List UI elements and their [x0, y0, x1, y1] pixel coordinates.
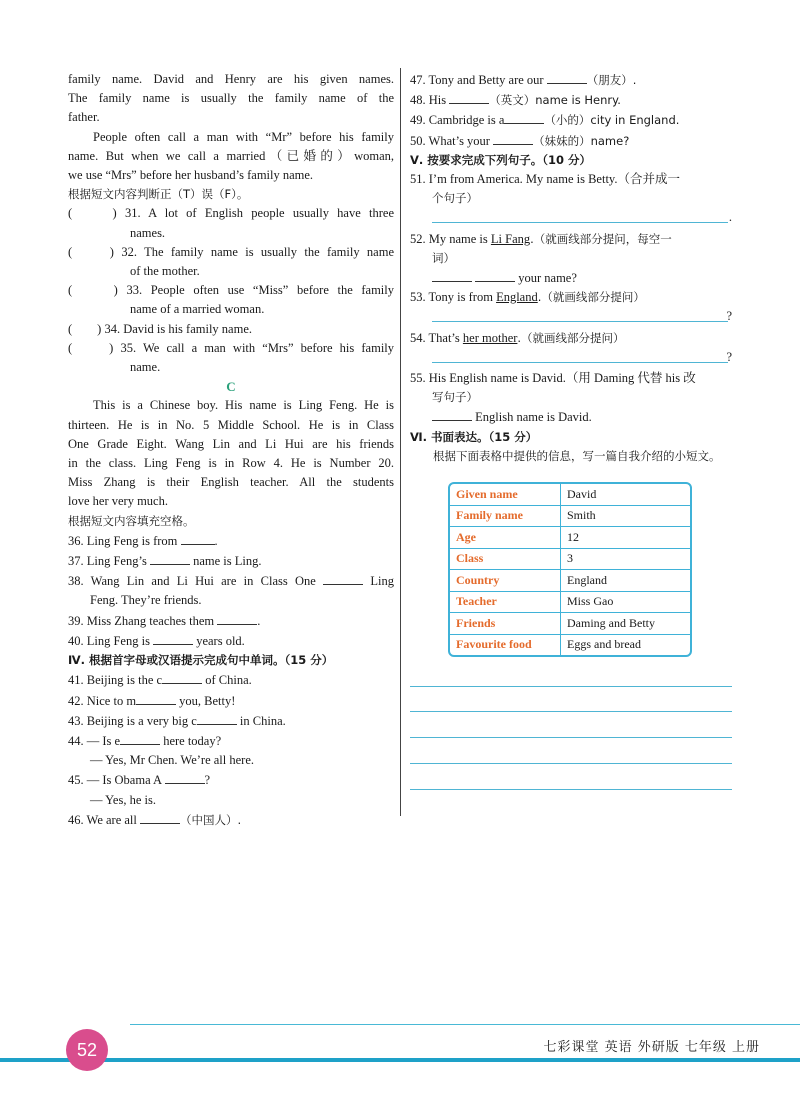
question-55: 55. His English name is David.（用 Daming 代替 his 改 [410, 371, 696, 386]
answer-blank[interactable] [162, 670, 202, 684]
table-row [450, 570, 690, 592]
question-47: 47. Tony and Betty are our （朋友）. [410, 70, 736, 90]
table-key: Given name [450, 484, 561, 506]
tf-paren[interactable]: ( ) [68, 321, 102, 336]
answer-line[interactable] [432, 307, 728, 322]
footer-band [0, 1058, 800, 1062]
answer-blank[interactable] [181, 531, 215, 545]
question-53: 53. Tony is from England.（就画线部分提问） [410, 290, 645, 305]
answer-blank[interactable] [150, 551, 190, 565]
table-row [450, 484, 690, 506]
question-45: 45. — Is Obama A ? [68, 770, 394, 790]
question-48: 48. His （英文）name is Henry. [410, 90, 736, 110]
table-value: 12 [561, 527, 690, 549]
table-key: Class [450, 549, 561, 571]
answer-blank[interactable] [197, 711, 237, 725]
left-column: family name. David and Henry are his given names. The family name is usually the family name of the father. People often call a man with “Mr” before his family name. But when we call a married（已婚的）woman, we use “Mrs” before her husband’s family name. 根据短文内容判断正（T）误（F）。 ( ) 31. A lot of English people usually have three names. ( ) 32. The family name is usually the family name of the mother. ( ) 33. People often use “Miss” before the family name of a married woman. ( ) 34. David is his family name. ( ) 35. We call a man with “Mrs” before his family name. C This is a Chinese boy. His name is Ling Feng. He is thirteen. He is in No. 5 Middle School. He is in Class One Grade Eight. Wang Lin and Li Hui are his friends in the class. Ling Feng is in Row 4. He is Number 20. Miss Zhang is their English teacher. All the students love her very much. 根据短文内容填充空格。 36. Ling Feng is from . 37. Ling Feng’s name is Ling. 38. Wang Lin and Li Hui are in Class One Ling Feng. They’re friends. 39. Miss Zhang teaches them . 40. Ling Feng is years old. Ⅳ. 根据首字母或汉语提示完成句中单词。（15 分） 41. Beijing is the c of China. 42. Nice to m you, Betty! 43. Beijing is a very big c in China. 44. — Is e here today? — Yes, Mr Chen. We’re all here. 45. — Is Obama A ? — Yes, he is. 46. We are all （中国人）. [68, 70, 394, 830]
right-column: 47. Tony and Betty are our （朋友）. 48. His （英文）name is Henry. 49. Cambridge is a （小的）city in England. 50. What’s your （妹妹的）name? Ⅴ. 按要求完成下列句子。（10 分） 51. I’m from America. My name is Betty.（合并成一 个句子） . 52. My name is Li Fang.（就画线部分提问，每空一 词） your name? 53. Tony is from England.（就画线部分提问） ? 54. That’s her mother.（就画线部分提问） ? 55. His English name is David.（用 Daming 代替 his 改 写句子） English name is David. Ⅵ. 书面表达。（15 分） 根据下面表格中提供的信息，写一篇自我介绍的小短文。 [410, 70, 736, 466]
table-value: Eggs and bread [567, 637, 641, 652]
section-4-title: Ⅳ. 根据首字母或汉语提示完成句中单词。（15 分） [68, 653, 334, 668]
tf-paren[interactable]: ( ) [68, 244, 114, 259]
table-row [450, 527, 690, 549]
table-value: David [561, 484, 690, 506]
passage-line: we use “Mrs” before her husband’s family name. [68, 168, 314, 183]
tf-item: ( ) 34. David is his family name. [68, 321, 252, 336]
tf-item: ( ) 31. A lot of English people usually have three names. [68, 206, 395, 240]
writing-line[interactable] [410, 789, 732, 790]
question-39: 39. Miss Zhang teaches them . [68, 611, 394, 631]
question-37: 37. Ling Feng’s name is Ling. [68, 551, 394, 571]
writing-line[interactable] [410, 763, 732, 764]
tf-item: ( ) 33. People often use “Miss” before the family name of a married woman. [68, 283, 395, 317]
answer-blank[interactable] [136, 691, 176, 705]
table-key: Favourite food [450, 635, 561, 656]
info-table [448, 482, 692, 657]
answer-blank[interactable] [449, 90, 489, 104]
answer-blank[interactable] [120, 731, 160, 745]
section-6-title: Ⅵ. 书面表达。（15 分） [410, 429, 538, 444]
table-row [450, 613, 690, 635]
answer-blank[interactable] [217, 611, 257, 625]
table-key: Friends [450, 613, 561, 635]
book-title: 七彩课堂 英语 外研版 七年级 上册 [543, 1040, 760, 1055]
passage-line: family name. David and Henry are his given names. [68, 72, 394, 86]
passage-line: thirteen. He is in No. 5 Middle School. He is in Class [68, 417, 394, 432]
question-38: 38. Wang Lin and Li Hui are in Class One Ling [68, 571, 394, 591]
table-value: England [561, 570, 690, 592]
answer-blank[interactable] [432, 407, 472, 421]
section-c-title: C [226, 379, 236, 395]
table-row [450, 506, 690, 528]
table-value: 3 [561, 549, 690, 571]
answer-line[interactable] [432, 208, 728, 223]
passage-line: in the class. Ling Feng is in Row 4. He is Number 20. [68, 456, 394, 471]
answer-blank[interactable] [323, 571, 363, 585]
question-40: 40. Ling Feng is years old. [68, 631, 394, 651]
table-key: Family name [450, 506, 561, 528]
question-49: 49. Cambridge is a （小的）city in England. [410, 110, 736, 130]
writing-line[interactable] [410, 686, 732, 687]
answer-blank[interactable] [432, 268, 472, 282]
section-5-title: Ⅴ. 按要求完成下列句子。（10 分） [410, 152, 592, 167]
passage-line: Miss Zhang is their English teacher. All the students [68, 475, 394, 490]
passage-line: This is a Chinese boy. His name is Ling Feng. He is [93, 398, 394, 413]
question-46: 46. We are all （中国人）. [68, 810, 394, 830]
question-54: 54. That’s her mother.（就画线部分提问） [410, 330, 625, 345]
table-key: Country [450, 570, 561, 592]
passage-line: People often call a man with “Mr” before his family [93, 129, 394, 144]
tf-item: ( ) 32. The family name is usually the family name of the mother. [68, 244, 395, 279]
section-6-instruction: 根据下面表格中提供的信息，写一篇自我介绍的小短文。 [433, 448, 721, 463]
question-51: 51. I’m from America. My name is Betty.（合并成一 [410, 172, 680, 187]
table-value: Smith [561, 506, 690, 528]
column-divider [400, 68, 401, 816]
question-42: 42. Nice to m you, Betty! [68, 691, 394, 711]
answer-blank[interactable] [493, 131, 533, 145]
question-50: 50. What’s your （妹妹的）name? [410, 131, 736, 151]
table-value: Miss Gao [561, 592, 690, 614]
passage-line: name. But when we call a married（已婚的）woman, [68, 148, 394, 163]
answer-blank[interactable] [547, 70, 587, 84]
answer-line[interactable] [432, 348, 728, 363]
answer-blank[interactable] [153, 631, 193, 645]
question-52: 52. My name is Li Fang.（就画线部分提问，每空一 [410, 231, 672, 246]
writing-line[interactable] [410, 711, 732, 712]
passage-line: father. [68, 110, 100, 125]
question-41: 41. Beijing is the c of China. [68, 670, 394, 690]
passage-line: love her very much. [68, 494, 168, 509]
answer-blank[interactable] [165, 770, 205, 784]
tf-instruction: 根据短文内容判断正（T）误（F）。 [68, 187, 249, 202]
fill-instruction: 根据短文内容填充空格。 [68, 513, 195, 528]
tf-paren[interactable]: ( ) [68, 206, 117, 221]
table-key: Age [450, 527, 561, 549]
writing-line[interactable] [410, 737, 732, 738]
table-value: Daming and Betty [561, 613, 690, 635]
tf-item: ( ) 35. We call a man with “Mrs” before his family name. [68, 340, 395, 375]
footer-rule [130, 1024, 800, 1025]
question-43: 43. Beijing is a very big c in China. [68, 711, 394, 731]
answer-blank[interactable] [140, 810, 180, 824]
tf-paren[interactable]: ( ) [68, 340, 114, 355]
table-row [450, 635, 690, 656]
page-number-badge: 52 [66, 1029, 108, 1071]
question-44: 44. — Is e here today? [68, 731, 394, 751]
table-row [450, 549, 690, 571]
passage-line: One Grade Eight. Wang Lin and Li Hui are his friends [68, 436, 394, 451]
question-36: 36. Ling Feng is from . [68, 531, 394, 551]
answer-blank[interactable] [475, 268, 515, 282]
table-row [450, 592, 690, 614]
passage-line: The family name is usually the family name of the [68, 91, 394, 106]
table-key: Teacher [450, 592, 561, 614]
tf-paren[interactable]: ( ) [68, 283, 118, 298]
answer-blank[interactable] [504, 110, 544, 124]
